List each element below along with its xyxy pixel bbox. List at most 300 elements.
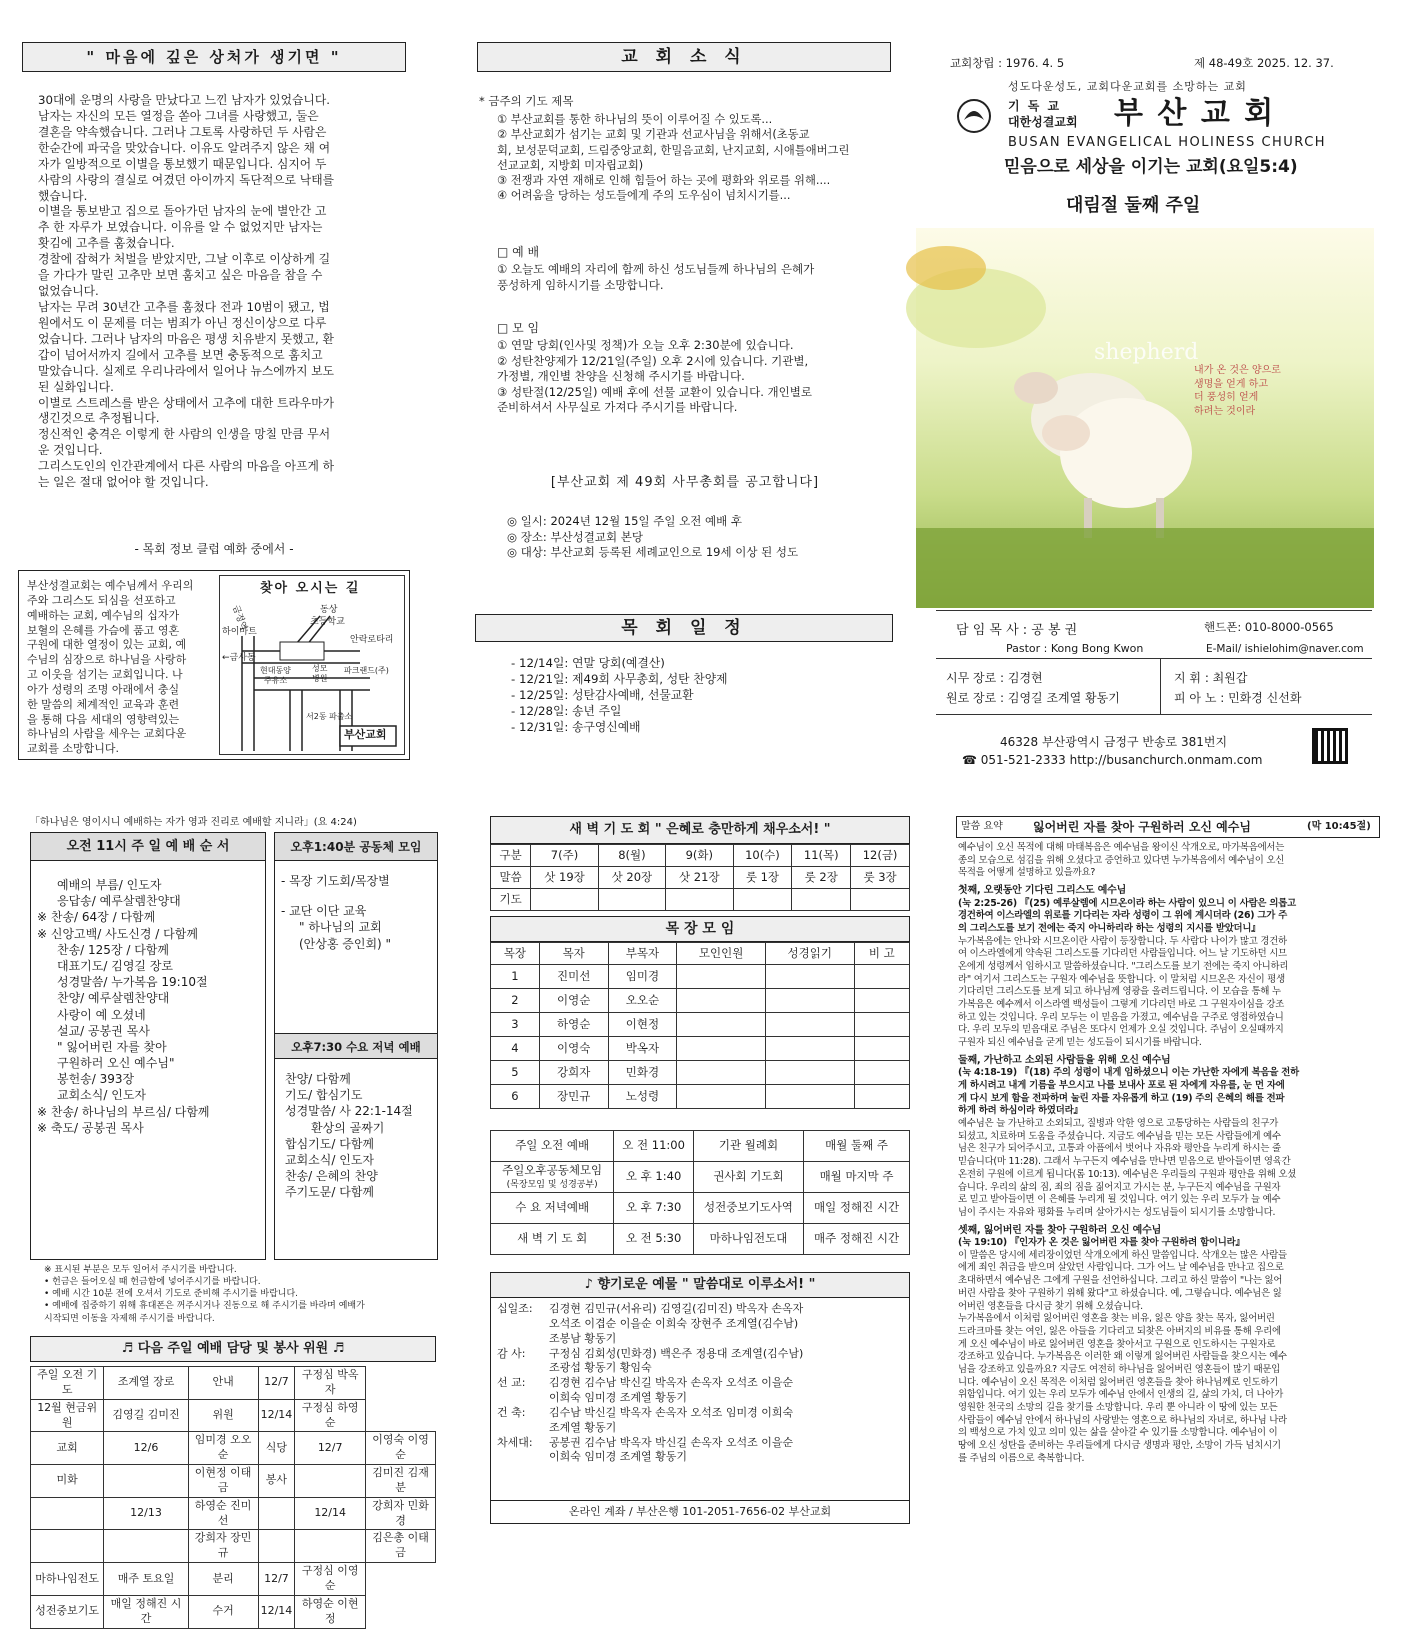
- offer-names: 조광섭 황동기 황임숙: [549, 1361, 652, 1375]
- table-cell: [104, 1465, 188, 1498]
- text-line: 찬양/ 예루살렘찬양대: [57, 991, 170, 1006]
- table-cell: 8(월): [598, 845, 665, 867]
- text-line: ① 연말 당회(인사및 정책)가 오늘 오후 2:30분에 있습니다.: [497, 338, 794, 352]
- table-row: [491, 889, 910, 911]
- offer-names: 구정심 김회성(민화경) 백은주 정용대 조계열(김수남): [549, 1346, 804, 1360]
- table-cell: 12/13: [104, 1497, 188, 1530]
- sermon-line: 로 믿고 받아들이면 이 은혜를 누리게 될 것입니다. 여기 있는 우리 모두가 늘 예수: [958, 1194, 1281, 1206]
- table-cell: 매일 정해진 시간: [104, 1595, 188, 1628]
- table-cell: 매월 둘째 주: [804, 1131, 910, 1162]
- table-cell: 6: [491, 1085, 540, 1109]
- table-cell: [666, 889, 733, 911]
- table-cell: 9(화): [666, 845, 733, 867]
- text-line: • 헌금은 들어오실 때 헌금함에 넣어주시기를 바랍니다.: [44, 1277, 261, 1288]
- table-row: [31, 1497, 436, 1530]
- text-line: 봉헌송/ 393장: [57, 1072, 135, 1087]
- table-row: [31, 1367, 436, 1400]
- table-row: [31, 1530, 436, 1563]
- text-line: 기도/ 합심기도: [285, 1088, 363, 1103]
- text-line: 없었습니다.: [38, 284, 99, 299]
- offer-names: 이희숙 임미경 조계열 황동기: [549, 1391, 688, 1405]
- text-line: 원에서도 이 문제를 더는 범죄가 아닌 정신이상으로 다루: [38, 315, 327, 330]
- text-line: " 하나님의 교회: [299, 920, 382, 935]
- table-cell: [295, 1465, 366, 1498]
- sermon-line: 게 다시 보게 함을 전파하며 눌린 자를 자유롭게 하고 (19) 주의 은혜의 해를 전파: [958, 1092, 1285, 1104]
- panel-order: [30, 812, 440, 1625]
- offer-category: [497, 1450, 549, 1465]
- dawn-table: [490, 844, 910, 911]
- table-cell: 12/7: [258, 1367, 295, 1400]
- text-line: - 12/31일: 송구영신예배: [511, 719, 641, 734]
- sermon-line: 버린 사람을 찾아 구원하기 위해 왔다"고 하셨습니다. 예, 그렇습니다. 예수님은 잃: [958, 1287, 1282, 1299]
- table-row: [31, 1563, 436, 1596]
- table-cell: 안내: [188, 1367, 258, 1400]
- sermon-line: 위함입니다. 여기 있는 우리 모두가 예수님 안에서 인생의 길, 삶의 가치, 더 나아가: [958, 1389, 1284, 1401]
- table-row: [491, 1162, 910, 1193]
- table-row: [491, 845, 910, 867]
- table-cell: 구정심 박옥자: [295, 1367, 366, 1400]
- text-line: 생긴것으로 추정됩니다.: [38, 411, 160, 426]
- sermon-line: 게 하시려고 내게 기름을 부으시고 나를 보내사 포로 된 자에게 자유를, 눈 먼 자에: [958, 1080, 1285, 1091]
- text-line: 한순간에 파국을 맞았습니다. 이유도 알려주지 않은 채 여: [38, 140, 331, 155]
- offer-category: [497, 1361, 549, 1376]
- text-line: ◎ 대상: 부산교회 등록된 세례교인으로 19세 이상 된 성도: [507, 545, 799, 560]
- table-cell: [765, 1061, 854, 1085]
- cell-table: [490, 942, 910, 1109]
- table-cell: 이현정 이태금: [188, 1465, 258, 1498]
- table-cell: 매주 정해진 시간: [804, 1224, 910, 1255]
- schedule-list: [511, 656, 891, 736]
- table-cell: 하영순 이현정: [295, 1595, 366, 1628]
- table-cell: [854, 1037, 909, 1061]
- text-line: ※ 축도/ 공봉권 목사: [37, 1120, 144, 1135]
- table-cell: 수 요 저녁예배: [491, 1193, 614, 1224]
- table-cell: 김은총 이태금: [366, 1530, 436, 1563]
- text-line: - 교단 이단 교육: [281, 904, 367, 919]
- table-cell: [677, 965, 766, 989]
- text-line: 을 통해 다음 세대의 영향력있는: [27, 712, 180, 726]
- text-line: 경찰에 잡혀가 처벌을 받았지만, 그날 이후로 이상하게 길: [38, 252, 331, 267]
- panel-dawn: [490, 812, 910, 1526]
- sermon-label: 말씀 요약: [961, 821, 1003, 832]
- text-line: 부산성결교회는 예수님께서 우리의: [27, 579, 194, 592]
- text-line: 한 말씀의 체계적인 교육과 훈련: [27, 697, 180, 711]
- text-line: 성경말씀/ 누가복음 19:10절: [57, 975, 208, 990]
- mission-box: [18, 570, 410, 760]
- sermon-line: 에게 죄인 취급을 받으며 살았던 사람입니다. 그가 어느 날 예수님을 만나고 집으로: [958, 1262, 1284, 1274]
- sermon-line: (눅 4:18-19) 『(18) 주의 성령이 내게 임하셨으니 이는 가난한 자에게 복음을 전하: [958, 1067, 1299, 1079]
- table-row: [491, 867, 910, 889]
- offer-names: 이희숙 임미경 조계열 황동기: [549, 1450, 688, 1464]
- text-line: 내가 온 것은 양으로: [1194, 365, 1281, 376]
- text-line: ② 성탄찬양제가 12/21일(주일) 오후 2시에 있습니다. 기관별,: [497, 353, 809, 368]
- table-row: [491, 1131, 910, 1162]
- table-cell: [765, 1013, 854, 1037]
- meeting-head: □ 모 임: [497, 321, 540, 335]
- offer-row: [497, 1406, 907, 1421]
- text-line: 이별로 스트레스를 받은 상태에서 고추에 대한 트라우마가: [38, 395, 334, 410]
- sermon-line: 다. 우리 모두의 믿음대로 주님은 또다시 언제가 오실 것입니다. 주님이 오실때까지: [958, 1024, 1284, 1036]
- panel-story: [18, 38, 410, 760]
- text-line: 환상의 골짜기: [311, 1120, 385, 1135]
- text-line: 풍성하게 임하시기를 소망합니다.: [497, 277, 664, 292]
- table-cell: 말씀: [491, 867, 531, 889]
- table-cell: 오오순: [608, 989, 677, 1013]
- church-address: 46328 부산광역시 금정구 반송로 381번지: [1000, 735, 1228, 749]
- table-cell: 오 전 11:00: [614, 1131, 694, 1162]
- table-cell: [854, 1061, 909, 1085]
- table-cell: 분리: [188, 1563, 258, 1596]
- map: [219, 575, 405, 755]
- sermon-line: 영원한 천국의 소망의 길을 찾기를 소망합니다. 우리 뿐 아니라 이 땅에 있는 모든: [958, 1402, 1278, 1413]
- offer-row: [497, 1347, 907, 1362]
- table-row: [491, 1061, 910, 1085]
- offer-category: [497, 1317, 549, 1332]
- text-line: • 예배 시간 10분 전에 오셔서 기도로 준비해 주시기를 바랍니다.: [44, 1289, 299, 1300]
- order-box: [30, 832, 266, 1260]
- story-title: " 마음에 깊은 상처가 생기면 ": [22, 42, 406, 72]
- offer-names: 조봉남 황동기: [549, 1331, 617, 1345]
- text-line: 그리스도인의 인간관계에서 다른 사람의 마음을 아프게 하: [38, 459, 334, 474]
- table-cell: 주일 오전 기도: [31, 1367, 104, 1400]
- elders-retired: 원로 장로 : 김영길 조계열 황동기: [946, 691, 1120, 705]
- text-line: ※ 표시된 부분은 모두 일어서 주시기를 바랍니다.: [44, 1265, 237, 1275]
- pastor-phone: 핸드폰: 010-8000-0565: [1204, 620, 1334, 634]
- service-table: [490, 1130, 910, 1255]
- meeting-list: [497, 338, 895, 416]
- order-list: [37, 877, 263, 1136]
- text-line: 했습니다.: [38, 188, 88, 203]
- map-label: 파크랜드(주): [344, 666, 389, 675]
- table-cell: 룻 1장: [733, 867, 792, 889]
- table-cell: [765, 1085, 854, 1109]
- sermon-line: 님을 강조하고 있을까요? 지금도 여전히 하나님을 잃어버린 영혼들이 많기 때문입: [958, 1363, 1281, 1375]
- sermon-line: 이 말씀은 당시에 세리장이었던 삭개오에게 하신 말씀입니다. 삭개오는 많은 사람들: [958, 1249, 1287, 1261]
- sermon-line: 누가복음에서 이처럼 잃어버린 영혼을 찾는 비유, 잃은 양을 찾는 목자, 잃어버린: [958, 1313, 1275, 1325]
- text-line: 가정별, 개인별 찬양을 신청해 주시기를 바랍니다.: [497, 369, 745, 384]
- text-line: 응답송/ 예루살렘찬양대: [57, 894, 181, 909]
- sermon-line: 경건하여 이스라엘의 위로를 기다리는 자라 성령이 그 위에 계시더라 (26) 그가 주: [958, 910, 1288, 922]
- table-cell: [258, 1530, 295, 1563]
- sermon-line: 믿습니다(마 11:28). 그래서 누구든지 예수님을 만나면 믿음으로 받아들이면 영육간: [958, 1156, 1291, 1168]
- text-line: 회, 보성문덕교회, 드림중앙교회, 한밀음교회, 난지교회, 시애틀애버그린: [497, 143, 850, 157]
- story-source: - 목회 정보 클럽 예화 중에서 -: [134, 542, 294, 556]
- text-line: ③ 성탄절(12/25일) 예배 후에 선물 교환이 있습니다. 개인별로: [497, 384, 812, 399]
- text-line: 아가 성령의 조명 아래에서 충실: [27, 682, 180, 696]
- sermon-line: (눅 19:10) 『인자가 온 것은 잃어버린 자를 찾아 구원하려 함이니라』: [958, 1237, 1245, 1249]
- news-title: 교 회 소 식: [477, 42, 891, 72]
- text-line: 찬송/ 은혜의 찬양: [285, 1169, 378, 1184]
- sermon-line: 가복음은 예수께서 이스라엘 백성들이 그렇게 기다리던 바로 그 구원자이심을 강조: [958, 999, 1285, 1011]
- dawn-title: 새 벽 기 도 회 " 은혜로 충만하게 채우소서! ": [490, 816, 910, 844]
- text-line: 정신적인 충격은 이렇게 한 사람의 인생을 망칠 만큼 무서: [38, 427, 331, 442]
- offer-names: 김경현 김수남 박신길 박옥자 손옥자 오석조 이을순: [549, 1376, 794, 1390]
- table-cell: 7(주): [531, 845, 598, 867]
- table-header: 모인인원: [677, 943, 766, 965]
- offer-category: [497, 1391, 549, 1406]
- sermon-line: 되셨고, 치료하며 도움을 주셨습니다. 지금도 예수님을 믿는 모든 사람들에게 예수: [958, 1130, 1281, 1142]
- table-cell: 오 전 5:30: [614, 1224, 694, 1255]
- text-line: 대표기도/ 김영길 장로: [57, 958, 174, 973]
- text-line: ② 부산교회가 섬기는 교회 및 기관과 선교사님을 위해서(초동교: [497, 128, 810, 142]
- text-line: 고 이웃을 섬기는 교회입니다. 나: [27, 668, 183, 682]
- table-cell: 12/14: [258, 1595, 295, 1628]
- table-cell: [677, 1085, 766, 1109]
- text-line: " 잃어버린 자를 찾아: [57, 1039, 167, 1054]
- sermon-line: 습니다. 우리의 삶의 짐, 죄의 짐을 짊어지고 가시는 분, 누구든지 예수님을 구원자: [958, 1181, 1281, 1193]
- map-label: 부산교회: [344, 728, 387, 741]
- table-cell: 매주 토요일: [104, 1563, 188, 1596]
- table-cell: 민화경: [608, 1061, 677, 1085]
- sermon-line: 님이 주시는 자유와 평화를 누리며 살아가시는 성도님들이 되시기를 소망합니다.: [958, 1206, 1276, 1218]
- table-cell: 5: [491, 1061, 540, 1085]
- prayer-head: * 금주의 기도 제목: [479, 94, 574, 108]
- sermon-line: 게 오신 예수님이 바로 잃어버린 영혼을 찾아서고 구원으로 인도하시는 구원자로: [958, 1338, 1276, 1350]
- table-cell: [733, 889, 792, 911]
- worship-head: □ 예 배: [497, 245, 540, 259]
- text-line: 예배의 부름/ 인도자: [57, 878, 162, 892]
- sermon-line: 드라크마를 찾는 여인, 잃은 아들을 기다리고 되찾은 아버지의 비유를 통해 우리에: [958, 1325, 1281, 1337]
- conductor: 지 휘 : 최원갑: [1174, 671, 1248, 685]
- text-line: 준비하셔서 사무실로 가져다 주시기를 바랍니다.: [497, 400, 738, 415]
- community-title: 오후1:40분 공동체 모임: [275, 833, 437, 861]
- table-row: [491, 1037, 910, 1061]
- table-header: 비 고: [854, 943, 909, 965]
- table-cell: 10(수): [733, 845, 792, 867]
- notice-head: [부산교회 제 49회 사무총회를 공고합니다]: [550, 475, 820, 490]
- map-title: 찾아 오시는 길: [260, 581, 361, 596]
- map-label: 하이마트: [222, 627, 257, 637]
- text-line: 교회소식/ 인도자: [285, 1152, 375, 1167]
- offer-title: ♪ 향기로운 예물 " 말씀대로 이루소서! ": [490, 1272, 910, 1298]
- text-line: 사람의 사랑의 결실로 여겼던 아이까지 독단적으로 낙태를: [38, 172, 334, 187]
- staff-divider: [936, 714, 1372, 715]
- sermon-line: 강조하고 있습니다. 누가복음은 이러한 왜 이렇게 잃어버린 사람들을 찾으시는 예수: [958, 1351, 1287, 1363]
- sermon-line: 하고 있는 것입니다. 우리 모두는 이 믿음을 가졌고, 예수님을 구주로 영접하였습니: [958, 1011, 1284, 1023]
- sermon-line: 누가복음에는 안나와 시므온이란 사람이 등장합니다. 두 사람다 나이가 많고 경건하: [958, 935, 1287, 947]
- table-cell: 룻 3장: [851, 867, 910, 889]
- elders-active: 시무 장로 : 김경현: [946, 671, 1043, 685]
- table-cell: [31, 1497, 104, 1530]
- church-theme: 믿음으로 세상을 이기는 교회(요일5:4): [1004, 157, 1298, 177]
- account-line: 온라인 계좌 / 부산은행 101-2051-7656-02 부산교회: [491, 1500, 909, 1523]
- sermon-line: 초대하면서 예수님은 그에게 구원을 선언하십니다. 그리고 하신 말씀이 "나는 잃어: [958, 1275, 1283, 1287]
- table-cell: 구정심 하영순: [295, 1399, 366, 1432]
- table-header: 부목자: [608, 943, 677, 965]
- offer-list: [497, 1302, 907, 1465]
- table-cell: 1: [491, 965, 540, 989]
- sermon-line: 예수님이 오신 목적에 대해 마태복음은 예수님을 왕이신 삭개오로, 마가복음에서는: [958, 842, 1285, 853]
- text-line: 찬송/ 125장 / 다함께: [57, 942, 169, 957]
- table-cell: 매월 마지막 주: [804, 1162, 910, 1193]
- church-motto: 성도다운성도, 교회다운교회를 소망하는 교회: [1008, 80, 1247, 93]
- prayer-list: [497, 112, 895, 204]
- text-line: 이별을 통보받고 집으로 돌아가던 남자의 눈에 별안간 고: [38, 204, 327, 219]
- table-cell: 박옥자: [608, 1037, 677, 1061]
- pastor-en: Pastor : Kong Bong Kwon: [1006, 642, 1144, 655]
- table-cell: [765, 965, 854, 989]
- table-cell: 김미진 김재분: [366, 1465, 436, 1498]
- table-cell: [531, 889, 598, 911]
- map-label: 서2동 파출소: [306, 712, 353, 721]
- staff-vdivider: [1160, 658, 1161, 714]
- text-line: 설교/ 공봉권 목사: [57, 1023, 150, 1038]
- sermon-line: 의 그리스도를 보기 전에는 죽지 아니하리라 하는 성령의 지시를 받았더니』: [958, 922, 1261, 934]
- worship-list: [497, 262, 895, 293]
- table-cell: 12/7: [258, 1563, 295, 1596]
- offer-names: 공봉권 김수남 박옥자 박신길 손옥자 오석조 이을순: [549, 1435, 794, 1449]
- sermon-heading: 셋째, 잃어버린 자를 찾아 구원하러 오신 예수님: [958, 1224, 1162, 1236]
- table-cell: 장민규: [539, 1085, 608, 1109]
- church-logo-icon: [956, 98, 992, 134]
- text-line: 교회를 소망합니다.: [27, 742, 120, 756]
- sermon-line: 님은 친구가 되어주시고, 고통과 아픔에서 벗어나 자유와 평안을 누리게 하시는 줄: [958, 1143, 1281, 1155]
- panel-news: [475, 38, 895, 768]
- issue-number: 제 48-49호 2025. 12. 37.: [1194, 56, 1334, 70]
- offer-category: [497, 1421, 549, 1436]
- text-line: ③ 전쟁과 자연 재해로 인해 힘들어 하는 곳에 평화와 위로를 위해....: [497, 174, 831, 187]
- table-cell: 강희자: [539, 1061, 608, 1085]
- text-line: • 예배에 집중하기 위해 휴대폰은 꺼주시거나 진동으로 해 주시기를 바라며 예배가: [44, 1301, 365, 1312]
- table-cell: 구정심 이영순: [295, 1563, 366, 1596]
- table-cell: 주일오후공동체모임 (목장모임 및 성경공부): [491, 1162, 614, 1193]
- offer-row: [497, 1361, 907, 1376]
- text-line: 추 한 자루가 보였습니다. 이유를 알 수 없었지만 남자는: [38, 220, 323, 235]
- table-cell: 4: [491, 1037, 540, 1061]
- text-line: 남자는 자신의 모든 열정을 쏟아 그녀를 사랑했고, 둘은: [38, 108, 319, 123]
- sermon-body: [958, 842, 1380, 1465]
- map-label: 안락로타리: [350, 635, 394, 645]
- table-header: 목장: [491, 943, 540, 965]
- table-cell: 강희자 민화경: [366, 1497, 436, 1530]
- map-label: 병원: [312, 674, 328, 683]
- sermon-line: 사람들이 예수님 안에서 하나님의 사랑받는 영혼으로 하나님의 자녀로, 하나님 나라: [958, 1414, 1287, 1426]
- table-row: [491, 965, 910, 989]
- panel-cover: [916, 38, 1374, 776]
- text-line: 남자는 무려 30년간 고추를 훔쳤다 전과 10범이 됐고, 법: [38, 299, 330, 314]
- table-cell: 매일 정해진 시간: [804, 1193, 910, 1224]
- text-line: ① 부산교회를 통한 하나님의 뜻이 이루어질 수 있도록...: [497, 113, 773, 126]
- text-line: 선교교회, 지방회 미자립교회): [497, 158, 644, 172]
- offer-names: 김경현 김민규(서유리) 김영길(김미진) 박옥자 손옥자: [549, 1302, 804, 1315]
- text-line: ④ 어려움을 당하는 성도들에게 주의 도우심이 넘치시기를...: [497, 189, 791, 203]
- text-line: 30대에 운명의 사랑을 만났다고 느낀 남자가 있었습니다.: [38, 93, 330, 107]
- sermon-line: 라" 여기서 그리스도는 구원자 예수님을 뜻합니다. 이 말처럼 시므온은 자신이 평생: [958, 973, 1285, 985]
- offer-names: 김수남 박신길 박옥자 손옥자 오석조 임미경 이희숙: [549, 1405, 794, 1419]
- text-line: ※ 찬송/ 하나님의 부르심/ 다함께: [37, 1104, 210, 1119]
- sermon-line: 예수님은 늘 가난하고 소외되고, 질병과 악한 영으로 고통당하는 사람들의 친구가: [958, 1118, 1279, 1130]
- sermon-line: 기다리던 그리스도를 보게 되고 하나님께 영광을 올려드립니다. 이 모습을 통해 누: [958, 986, 1281, 998]
- story-body: [38, 93, 402, 491]
- cell-title: 목 장 모 임: [490, 916, 910, 942]
- text-line: - 12/25일: 성탄감사예배, 선물교환: [511, 687, 694, 702]
- table-cell: 미화: [31, 1465, 104, 1498]
- sermon-ref: (막 10:45절): [1307, 821, 1371, 832]
- text-line: 합심기도/ 다함께: [285, 1136, 375, 1151]
- community-box: [274, 832, 438, 1260]
- offer-row: [497, 1436, 907, 1451]
- table-row: [491, 1193, 910, 1224]
- text-line: ※ 찬송/ 64장 / 다함께: [37, 910, 156, 925]
- table-cell: 12(금): [851, 845, 910, 867]
- mission-text: [27, 579, 217, 757]
- offer-names: 조계열 황동기: [549, 1420, 617, 1434]
- text-line: 말았습니다. 실제로 우리나라에서 일어나 뉴스에까지 보도: [38, 363, 334, 378]
- table-cell: 12/7: [295, 1432, 366, 1465]
- church-name-en: BUSAN EVANGELICAL HOLINESS CHURCH: [1008, 135, 1327, 150]
- image-word: shepherd: [1094, 340, 1199, 365]
- table-cell: [854, 1085, 909, 1109]
- sermon-heading: 첫째, 오랫동안 기다린 그리스도 예수님: [958, 885, 1127, 897]
- table-cell: 2: [491, 989, 540, 1013]
- text-line: 예배하는 교회, 예수님의 십자가: [27, 608, 180, 622]
- sermon-line: 여 이스라엘에게 약속된 그리스도를 기다리던 사람들입니다. 어느 날 기도하던 시므: [958, 948, 1287, 960]
- offer-row: [497, 1450, 907, 1465]
- table-cell: [854, 989, 909, 1013]
- text-line: (안상홍 증인회) ": [299, 936, 392, 951]
- text-line: ① 오늘도 예배의 자리에 함께 하신 성도님들께 하나님의 은혜가: [497, 262, 815, 276]
- text-line: 시작되면 이동을 자제해 주시기를 바랍니다.: [44, 1313, 215, 1324]
- table-cell: 식당: [258, 1432, 295, 1465]
- table-row: [491, 943, 910, 965]
- sermon-line: 온에게 성령께서 임하시고 말씀하셨습니다. "그리스도를 보기 전에는 죽지 아니하리: [958, 961, 1289, 972]
- offer-category: [497, 1332, 549, 1347]
- text-line: 갑이 넘어서까지 길에서 고추를 보면 충동적으로 훔치고: [38, 347, 323, 362]
- sermon-line: 어버린 영혼들을 다시금 찾기 위해 오셨습니다.: [958, 1300, 1143, 1312]
- table-cell: 조계열 장로: [104, 1367, 188, 1400]
- table-header: 목자: [539, 943, 608, 965]
- service-sub: (목장모임 및 성경공부): [506, 1179, 598, 1190]
- text-line: 결혼을 약속했습니다. 그러나 그토록 사랑하던 두 사람은: [38, 124, 327, 139]
- schedule-title: 목 회 일 정: [475, 614, 893, 642]
- sermon-line: 하게 하려 하심이라 하였더라』: [958, 1105, 1083, 1117]
- table-row: [31, 1595, 436, 1628]
- table-cell: 주일 오전 예배: [491, 1131, 614, 1162]
- pastor-line: 담 임 목 사 : 공 봉 권: [956, 623, 1078, 638]
- text-line: 생명을 얻게 하고: [1194, 378, 1268, 390]
- founded-date: 교회창립 : 1976. 4. 5: [950, 56, 1065, 70]
- text-line: 성경말씀/ 사 22:1-14절: [285, 1104, 413, 1119]
- text-line: 구원에 대한 열정이 있는 교회, 예: [27, 638, 187, 652]
- text-line: 을 가다가 말린 고추만 보면 훔치고 싶은 마음을 참을 수: [38, 268, 323, 283]
- table-row: [31, 1465, 436, 1498]
- table-cell: 12월 현금위원: [31, 1399, 104, 1432]
- table-row: [491, 1013, 910, 1037]
- text-line: - 12/21일: 제49회 사무총회, 성탄 찬양제: [511, 671, 728, 686]
- panel-sermon: [956, 812, 1380, 1526]
- text-line: 는 일은 절대 없어야 할 것입니다.: [38, 475, 209, 490]
- text-line: 더 풍성히 얻게: [1194, 392, 1259, 403]
- table-cell: [598, 889, 665, 911]
- table-cell: 진미선: [539, 965, 608, 989]
- denomination-1: 기 독 교: [1008, 99, 1062, 113]
- text-line: 운 것입니다.: [38, 443, 103, 458]
- text-line: 구원하러 오신 예수님": [57, 1056, 175, 1071]
- offer-row: [497, 1391, 907, 1406]
- sermon-title: 잃어버린 자를 찾아 구원하러 오신 예수님: [1033, 820, 1251, 834]
- sermon-line: 를 주님의 이름으로 축복합니다.: [958, 1452, 1085, 1464]
- offer-names: 오석조 이겹순 이을순 이희숙 장현주 조계열(김수남): [549, 1316, 799, 1330]
- table-cell: [765, 989, 854, 1013]
- notice-list: [507, 514, 895, 561]
- table-cell: 새 벽 기 도 회: [491, 1224, 614, 1255]
- table-cell: [295, 1530, 366, 1563]
- order-notes: [44, 1264, 444, 1325]
- table-cell: 기도: [491, 889, 531, 911]
- sunday-title: 대림절 둘째 주일: [1066, 195, 1201, 216]
- sermon-line: 의 백성으로 가치 있고 의미 있는 삶을 살아갈 수 있기를 소망합니다. 예수님이 이: [958, 1427, 1278, 1439]
- table-cell: 성전중보기도사역: [693, 1193, 803, 1224]
